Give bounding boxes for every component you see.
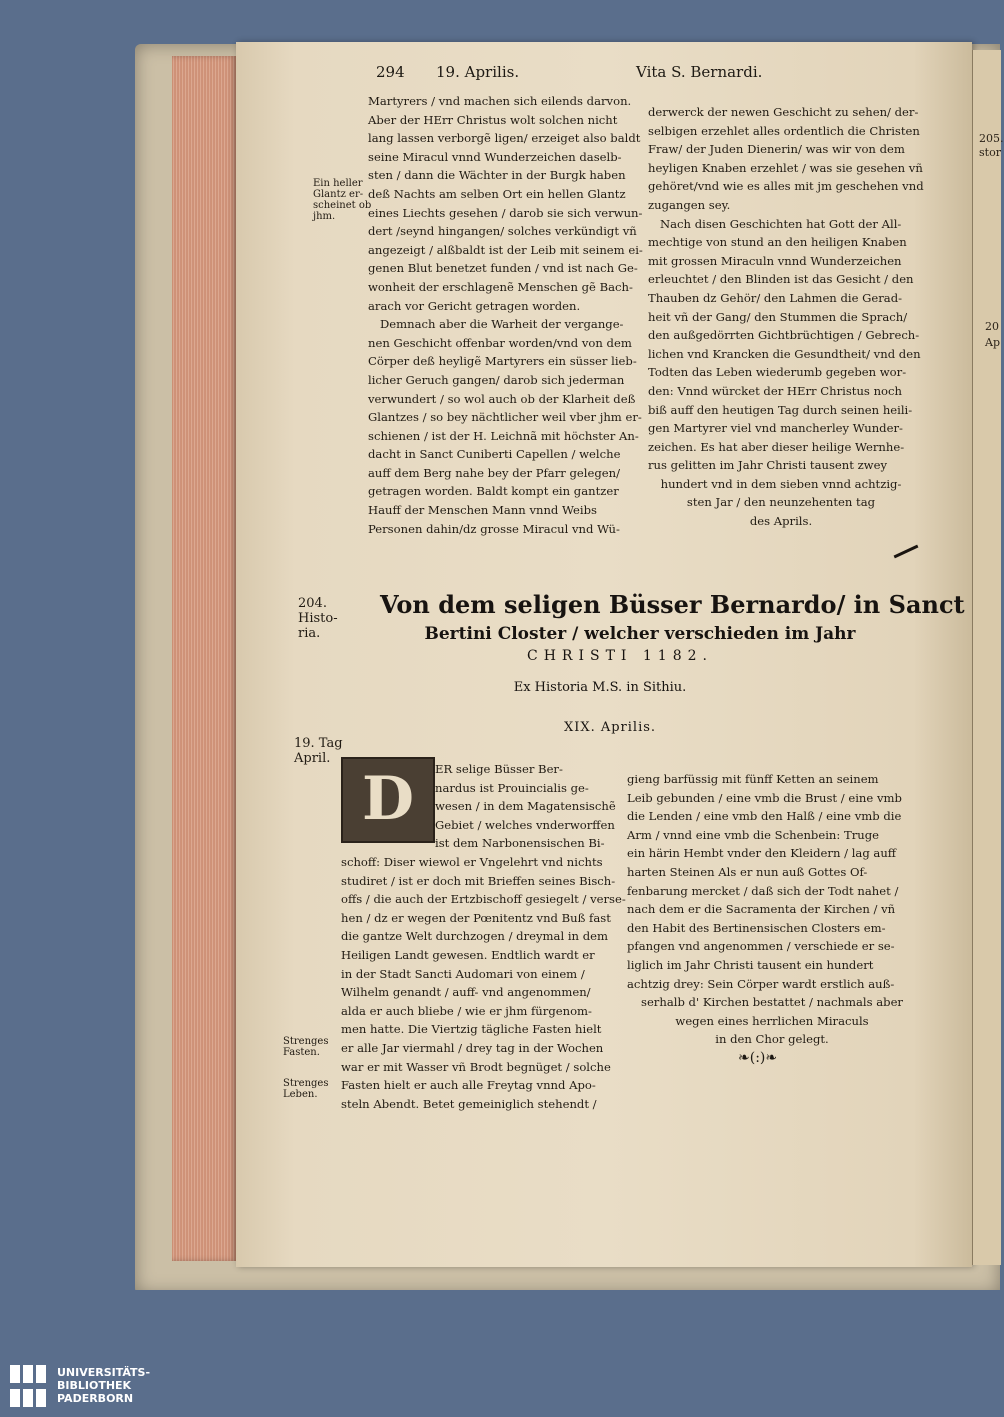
margin-line: Strenges (283, 1078, 329, 1089)
text-line: deß Nachts am selben Ort ein hellen Glantz (368, 186, 626, 201)
page-edges (172, 56, 237, 1261)
text-line: seine Miracul vnnd Wunderzeichen daselb- (368, 149, 622, 164)
text-line: schienen / ist der H. Leichnã mit höchster An- (368, 428, 639, 443)
section-title-line3: CHRISTI 1182. (527, 648, 713, 664)
text-line: hen / dz er wegen der Pœnitentz vnd Buß fast (341, 910, 611, 925)
text-line: studiret / ist er doch mit Brieffen seines Bisch- (341, 873, 616, 888)
next-page-fragment: 205. (979, 132, 1004, 145)
text-line: den: Vnnd würcket der HErr Christus noch (648, 383, 902, 398)
text-line: eines Liechts gesehen / darob sie sich verwun- (368, 205, 643, 220)
next-page-edge (972, 50, 1004, 1265)
text-line: men hatte. Die Viertzig tägliche Fasten hielt (341, 1022, 602, 1037)
text-line: Heiligen Landt gewesen. Endtlich wardt er (341, 947, 595, 962)
text-line: die Lenden / eine vmb den Halß / eine vmb die (627, 809, 902, 824)
text-line: gieng barfüssig mit fünff Ketten an seinem (627, 772, 879, 786)
margin-note-historia (298, 596, 338, 641)
text-line: Cörper deß heyligẽ Martyrers ein süsser lieb- (368, 354, 637, 369)
text-line: heit vñ der Gang/ den Stummen die Sprach/ (648, 309, 908, 324)
text-line: den Habit des Bertinensischen Closters em- (627, 920, 886, 935)
header-date: 19. Aprilis. (436, 63, 520, 81)
text-column-right-top (648, 103, 924, 531)
text-line: war er mit Wasser vñ Brodt begnüget / solche (341, 1059, 611, 1074)
margin-line: Glantz er- (313, 189, 364, 200)
text-line: in den Chor gelegt. (715, 1032, 829, 1047)
text-line: mit grossen Miraculn vnnd Wunderzeichen (648, 253, 902, 268)
text-line: Arm / vnnd eine vmb die Schenbein: Truge (627, 827, 879, 842)
text-line: Nach disen Geschichten hat Gott der All- (660, 216, 902, 231)
text-line: achtzig drey: Sein Cörper wardt erstlich auß- (627, 976, 895, 991)
text-line: Fasten hielt er auch alle Freytag vnnd Apo- (341, 1078, 596, 1093)
margin-line: 204. (298, 596, 327, 611)
text-line: auff dem Berg nahe bey der Pfarr gelegen/ (368, 465, 620, 480)
text-line: Martyrers / vnd machen sich eilends darvon. (368, 94, 632, 108)
text-line: gehöret/vnd wie es alles mit jm geschehen vnd (648, 179, 924, 194)
text-line: Hauff der Menschen Mann vnnd Weibs (368, 503, 597, 518)
text-line: serhalb d' Kirchen bestattet / nachmals aber (641, 995, 903, 1010)
margin-line: jhm. (313, 211, 336, 222)
text-line: ER selige Büsser Ber- (435, 762, 563, 776)
text-line: liglich im Jahr Christi tausent ein hundert (627, 957, 874, 972)
library-line: BIBLIOTHEK (57, 1379, 132, 1392)
text-line: pfangen vnd angenommen / verschiede er se- (627, 939, 895, 954)
text-line: nardus ist Prouincialis ge- (435, 780, 589, 795)
text-line: biß auff den heutigen Tag durch seinen heili- (648, 402, 913, 417)
text-line: dert /seynd hingangen/ solches verkündigt vñ (368, 224, 637, 239)
text-line: genen Blut benetzet funden / vnd ist nach Ge- (368, 261, 638, 276)
section-title-line1: Von dem seligen Büsser Bernardo/ in Sanct (380, 590, 965, 619)
text-line: lang lassen verborgẽ ligen/ erzeiget also baldt (368, 131, 641, 146)
text-line: zeichen. Es hat aber dieser heilige Wernhe- (648, 439, 905, 454)
page-number: 294 (376, 63, 405, 81)
text-line: wegen eines herrlichen Miraculs (675, 1013, 869, 1028)
text-line: angezeigt / alßbaldt ist der Leib mit seinem ei- (368, 242, 643, 257)
text-line: erleuchtet / den Blinden ist das Gesicht / den (648, 272, 914, 287)
text-line: offs / die auch der Ertzbischoff gesiegelt / verse- (341, 892, 626, 907)
margin-note-glanz (313, 178, 371, 222)
margin-line: April. (294, 751, 331, 766)
ornament: ❧(:)❧ (738, 1050, 778, 1066)
margin-note-tag (294, 736, 343, 766)
text-line: Gebiet / welches vnderworffen (435, 817, 615, 832)
text-line: des Aprils. (749, 514, 813, 529)
text-line: den außgedörrten Gichtbrüchtigen / Gebrech- (648, 328, 920, 343)
text-line: die gantze Welt durchzogen / dreymal in dem (341, 929, 608, 944)
running-title: Vita S. Bernardi. (636, 63, 763, 81)
margin-line: Strenges (283, 1036, 329, 1047)
text-line: ein härin Hembt vnder den Kleidern / lag auff (627, 846, 897, 861)
text-line: wesen / in dem Magatensischẽ (435, 799, 616, 814)
text-line: nach dem er die Sacramenta der Kirchen / vñ (627, 902, 896, 917)
text-line: Fraw/ der Juden Dienerin/ was wir von dem (648, 142, 905, 157)
text-line: heyligen Knaben erzehlet / was sie gesehen vñ (648, 160, 923, 175)
next-page-fragment: 20 (985, 320, 999, 333)
text-line: Glantzes / so bey nächtlicher weil vber jhm er- (368, 410, 642, 425)
text-line: harten Steinen Als er nun auß Gottes Of- (627, 864, 868, 879)
text-line: Personen dahin/dz grosse Miracul vnd Wü- (368, 521, 620, 536)
margin-line: Fasten. (283, 1047, 320, 1058)
text-column-left-bottom (341, 760, 626, 1113)
text-line: hundert vnd in dem sieben vnnd achtzig- (660, 476, 902, 491)
text-line: Todten das Leben wiederumb gegeben wor- (648, 365, 907, 380)
text-line: Thauben dz Gehör/ den Lahmen die Gerad- (648, 290, 903, 305)
text-line: fenbarung mercket / daß sich der Todt nahet / (627, 883, 899, 898)
margin-line: Leben. (283, 1089, 318, 1100)
decorated-initial: D (341, 757, 435, 843)
text-column-right-bottom (627, 770, 917, 1049)
library-line: PADERBORN (57, 1392, 134, 1405)
text-column-left-top (368, 92, 643, 538)
text-line: alda er auch bliebe / wie er jhm fürgenom- (341, 1003, 592, 1018)
text-line: nen Geschicht offenbar worden/vnd von dem (368, 335, 632, 350)
text-line: dacht in Sanct Cuniberti Capellen / welche (368, 447, 621, 462)
text-line: schoff: Diser wiewol er Vngelehrt vnd nichts (341, 854, 603, 869)
section-source: Ex Historia M.S. in Sithiu. (513, 680, 687, 695)
text-line: wonheit der erschlagenẽ Menschen gẽ Bach- (368, 279, 633, 294)
margin-line: Ein heller (313, 178, 363, 189)
text-line: derwerck der newen Geschicht zu sehen/ der- (648, 105, 919, 119)
text-line: sten Jar / den neunzehenten tag (686, 495, 876, 510)
text-line: arach vor Gericht getragen worden. (368, 298, 581, 313)
text-line: Demnach aber die Warheit der vergange- (380, 317, 624, 332)
margin-line: 19. Tag (294, 736, 343, 751)
section-date: XIX. Aprilis. (563, 720, 657, 735)
text-line: selbigen erzehlet alles ordentlich die Christen (648, 123, 920, 138)
text-line: Wilhelm genandt / auff- vnd angenommen/ (341, 985, 591, 1000)
text-line: mechtige von stund an den heiligen Knaben (648, 235, 907, 250)
text-line: zugangen sey. (648, 197, 731, 212)
text-line: licher Geruch gangen/ darob sich jederman (368, 372, 625, 387)
library-logo-icon (8, 1363, 48, 1409)
text-line: verwundert / so wol auch ob der Klarheit deß (368, 391, 636, 406)
text-line: lichen vnd Krancken die Gesundtheit/ vnd den (648, 346, 921, 361)
text-line: gen Martyrer viel vnd mancherley Wunder- (648, 421, 903, 436)
text-line: Leib gebunden / eine vmb die Brust / eine vmb (627, 790, 902, 805)
library-name (57, 1366, 150, 1405)
text-line: steln Abendt. Betet gemeiniglich stehendt / (341, 1096, 597, 1111)
margin-note-leben (283, 1078, 328, 1100)
section-title-line2: Bertini Closter / welcher verschieden im Jahr (424, 624, 856, 644)
margin-line: Histo- (298, 611, 338, 626)
text-line: sten / dann die Wächter in der Burgk haben (368, 168, 626, 183)
text-line: Aber der HErr Christus wolt solchen nicht (368, 112, 618, 127)
margin-line: scheinet ob (313, 200, 372, 211)
text-line: ist dem Narbonensischen Bi- (435, 836, 605, 851)
next-page-fragment: Ap (985, 336, 1000, 349)
text-line: rus gelitten im Jahr Christi tausent zwey (648, 458, 888, 473)
margin-line: ria. (298, 626, 321, 641)
next-page-fragment: stor (979, 146, 1001, 159)
library-line: UNIVERSITÄTS- (57, 1366, 151, 1379)
text-line: er alle Jar viermahl / drey tag in der Wochen (341, 1040, 604, 1055)
margin-note-fasten (283, 1036, 328, 1058)
text-line: getragen worden. Baldt kompt ein gantzer (368, 484, 619, 499)
text-line: in der Stadt Sancti Audomari von einem / (341, 966, 585, 981)
